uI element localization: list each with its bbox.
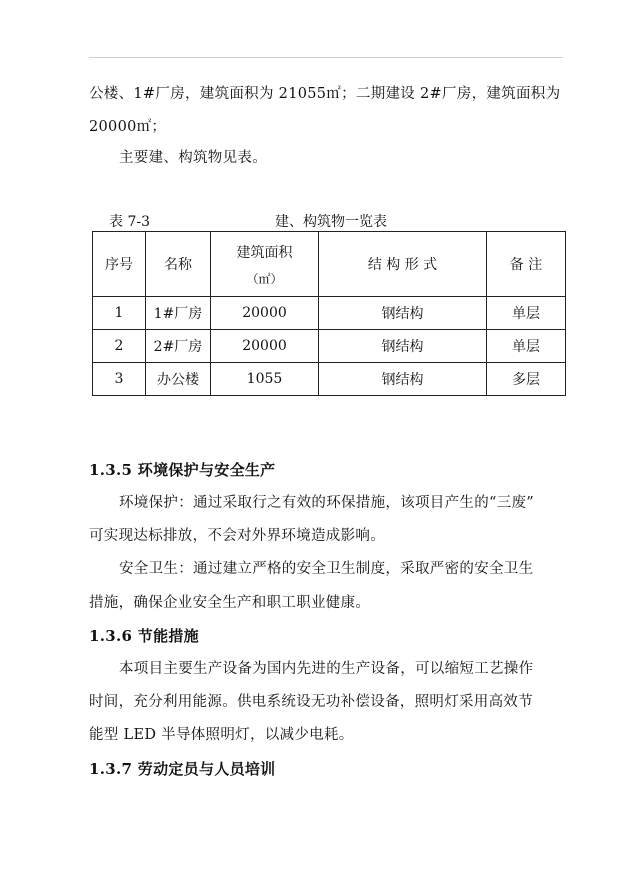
- intro-line-2: 20000㎡；: [89, 119, 167, 135]
- cell-seq: 1: [93, 297, 146, 330]
- energy-line-1: 本项目主要生产设备为国内先进的生产设备，可以缩短工艺操作: [119, 661, 534, 677]
- table-row: [93, 297, 566, 330]
- cell-seq: 2: [93, 330, 146, 363]
- energy-line-2: 时间，充分利用能源。供电系统设无功补偿设备，照明灯采用高效节: [89, 694, 533, 710]
- env-line-2: 可实现达标排放，不会对外界环境造成影响。: [89, 528, 385, 544]
- section-heading-1-3-6: 1.3.6 节能措施: [89, 627, 199, 645]
- header-area: [211, 232, 319, 297]
- header-seq: 序号: [93, 232, 146, 297]
- safety-line-2: 措施，确保企业安全生产和职工职业健康。: [89, 595, 371, 611]
- table-row: [93, 330, 566, 363]
- cell-remark: 单层: [487, 297, 566, 330]
- cell-remark: 单层: [487, 330, 566, 363]
- safety-line-1: 安全卫生：通过建立严格的安全卫生制度，采取严密的安全卫生: [119, 561, 534, 577]
- intro-line-3: 主要建、构筑物见表。: [119, 150, 267, 166]
- cell-name: 2#厂房: [146, 330, 211, 363]
- header-structure: 结 构 形 式: [319, 232, 487, 297]
- cell-area: 20000: [211, 297, 319, 330]
- env-line-1: 环境保护：通过采取行之有效的环保措施，该项目产生的“三废”: [119, 495, 535, 511]
- cell-area: 20000: [211, 330, 319, 363]
- cell-remark: 多层: [487, 363, 566, 396]
- header-remark: 备 注: [487, 232, 566, 297]
- section-heading-1-3-5: 1.3.5 环境保护与安全生产: [89, 461, 276, 479]
- cell-structure: 钢结构: [319, 297, 487, 330]
- cell-name: 办公楼: [146, 363, 211, 396]
- section-heading-1-3-7: 1.3.7 劳动定员与人员培训: [89, 760, 276, 778]
- cell-structure: 钢结构: [319, 330, 487, 363]
- header-rule: [89, 57, 563, 58]
- cell-seq: 3: [93, 363, 146, 396]
- cell-name: 1#厂房: [146, 297, 211, 330]
- table-header-row: [93, 232, 566, 297]
- intro-line-1: 公楼、1#厂房，建筑面积为 21055㎡；二期建设 2#厂房，建筑面积为: [89, 86, 561, 102]
- table-title: 建、构筑物一览表: [275, 214, 387, 230]
- cell-area: 1055: [211, 363, 319, 396]
- cell-structure: 钢结构: [319, 363, 487, 396]
- header-area-unit: （㎡）: [246, 271, 283, 286]
- header-area-label: 建筑面积: [236, 244, 293, 261]
- header-name: 名称: [146, 232, 211, 297]
- table-row: [93, 363, 566, 396]
- energy-line-3: 能型 LED 半导体照明灯，以减少电耗。: [89, 727, 354, 743]
- table-label: 表 7-3: [109, 214, 150, 230]
- buildings-table: [92, 231, 566, 396]
